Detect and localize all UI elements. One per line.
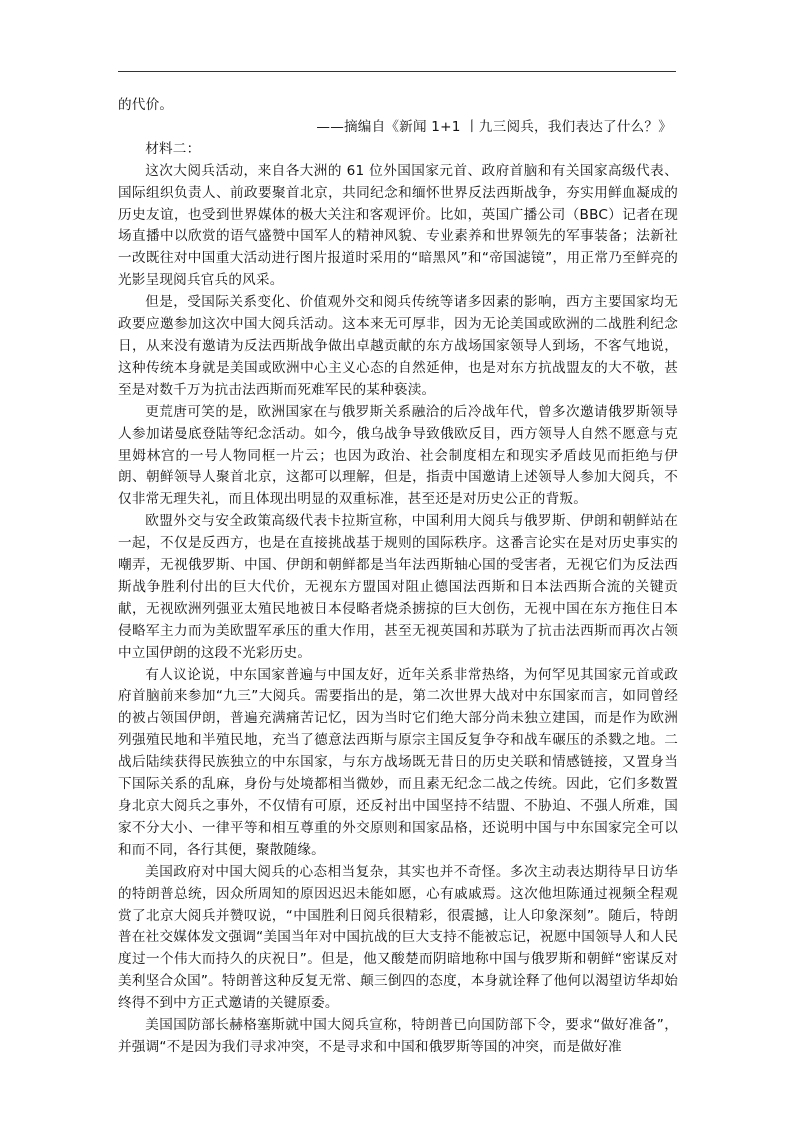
paragraph: 但是，受国际关系变化、价值观外交和阅兵传统等诸多因素的影响，西方主要国家均无政要应邀参加这次中国大阅兵活动。这本来无可厚非，因为无论美国或欧洲的二战胜利纪念日，从来没有邀请为反法西斯战争做出卓越贡献的东方战场国家领导人到场，不客气地说，这种传统本身就是美国或欧洲中心主义心态的自然延伸，也是对东方抗战盟友的大不敬，甚至是对数千万为抗击法西斯而死难军民的某种亵渎。 — [118, 294, 678, 398]
header-rule — [118, 71, 676, 72]
material-label: 材料二： — [145, 140, 201, 157]
source-citation: ——摘编自《新闻 1+1 丨九三阅兵，我们表达了什么？》 — [316, 118, 672, 135]
lead-fragment: 的代价。 — [118, 97, 174, 113]
paragraph: 欧盟外交与安全政策高级代表卡拉斯宣称，中国利用大阅兵与俄罗斯、伊朗和朝鲜站在 一起，不仅是反西方，也是在直接挑战基于规则的国际秩序。这番言论实在是对历史事实的嘲弄，无视俄罗斯、中国、伊朗和朝鲜都是当年法西斯轴心国的受害者，无视它们为反法西斯战争胜利付出的巨大代价，无视东方盟国对阻止德国法西斯和日本法西斯合流的关键贡献，无视欧洲列强亚太殖民地被日本侵略者烧杀掳掠的巨大创伤，无视中国在东方拖住日本侵略军主力而为美欧盟军承压的重大作用，甚至无视英国和苏联为了抗击法西斯而再次占领中立国伊朗的这段不光彩历史。 — [118, 513, 678, 661]
paragraph: 美国国防部长赫格塞斯就中国大阅兵宣称，特朗普已向国防部下令，要求“做好准备”，并强调“不是因为我们寻求冲突，不是寻求和中国和俄罗斯等国的冲突，而是做好准 — [118, 1017, 678, 1055]
document-body — [118, 95, 678, 1059]
paragraph: 更荒唐可笑的是，欧洲国家在与俄罗斯关系融洽的后冷战年代，曾多次邀请俄罗斯领导人参加诺曼底登陆等纪念活动。如今，俄乌战争导致俄欧反目，西方领导人自然不愿意与克里姆林宫的一号人物同框一片云；也因为政治、社会制度相左和现实矛盾歧见而拒绝与伊朗、朝鲜领导人聚首北京，这都可以理解，但是，指责中国邀请上述领导人参加大阅兵，不仅非常无理失礼，而且体现出明显的双重标准，甚至还是对历史公正的背叛。 — [118, 403, 678, 508]
paragraph: 有人议论说，中东国家普遍与中国友好，近年关系非常热络，为何罕见其国家元首或政府首脑前来参加“九三”大阅兵。需要指出的是，第二次世界大战对中东国家而言，如同曾经的被占领国伊朗，普遍充满痛苦记忆，因为当时它们绝大部分尚未独立建国，而是作为欧洲列强殖民地和半殖民地，充当了德意法西斯与原宗主国反复争夺和战车碾压的杀戮之地。二战后陆续获得民族独立的中东国家，与东方战场既无昔日的历史关联和情感链接，又置身当下国际关系的乱麻，身份与处境都相当微妙，而且素无纪念二战之传统。因此，它们多数置身北京大阅兵之事外，不仅情有可原，还反衬出中国坚持不结盟、不胁迫、不强人所难，国家不分大小、一律平等和相互尊重的外交原则和国家品格，还说明中国与中东国家完全可以和而不同，各行其便，聚散随缘。 — [118, 666, 678, 858]
paragraph: 美国政府对中国大阅兵的心态相当复杂，其实也并不奇怪。多次主动表达期待早日访华的特朗普总统，因众所周知的原因迟迟未能如愿，心有戚戚焉。这次他坦陈通过视频全程观赏了北京大阅兵并赞叹说，“中国胜利日阅兵很精彩，很震撼，让人印象深刻”。随后，特朗普在社交媒体发文强调“美国当年对中国抗战的巨大支持不能被忘记，祝愿中国领导人和人民度过一个伟大而持久的庆祝日”。但是，他又酸楚而阴暗地称中国与俄罗斯和朝鲜“密谋反对美利坚合众国”。特朗普这种反复无常、颠三倒四的态度，本身就诠释了他何以渴望访华却始终得不到中方正式邀请的关键原委。 — [118, 863, 678, 1012]
paragraph: 这次大阅兵活动，来自各大洲的 61 位外国国家元首、政府首脑和有关国家高级代表、国际组织负责人、前政要聚首北京，共同纪念和缅怀世界反法西斯战争，夯实用鲜血凝成的历史友谊，也受到世界媒体的极大关注和客观评价。比如，英国广播公司（BBC）记者在现场直播中以欣赏的语气盛赞中国军人的精神风貌、专业素养和世界领先的军事装备；法新社一改既往对中国重大活动进行图片报道时采用的“暗黑风”和“帝国滤镜”，用正常乃至鲜亮的光影呈现阅兵官兵的风采。 — [118, 162, 678, 289]
